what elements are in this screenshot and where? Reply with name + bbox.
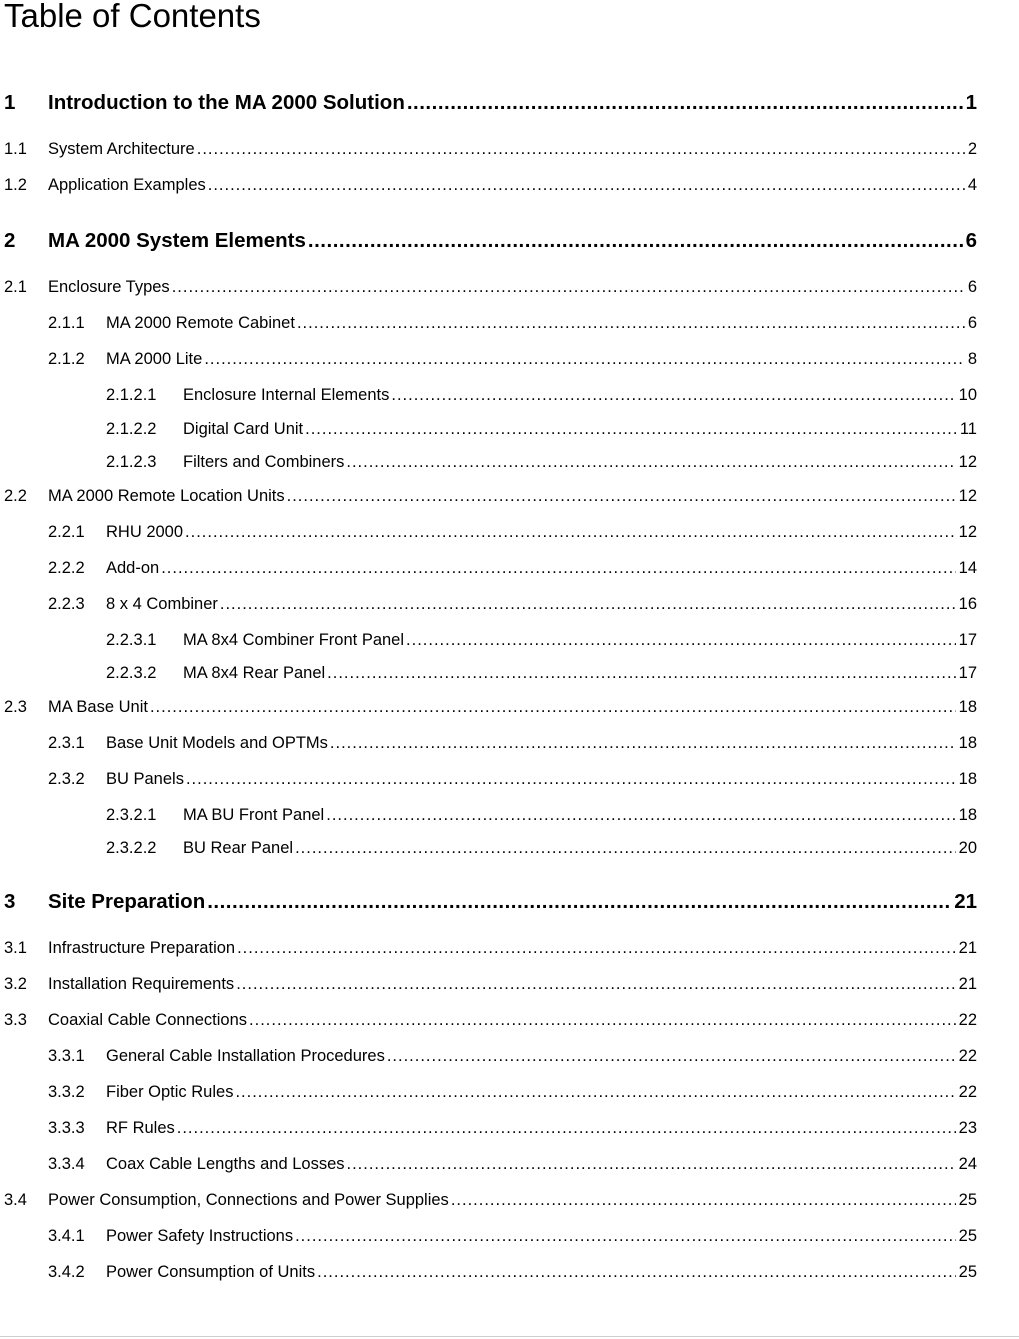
toc-entry-leader <box>207 890 952 914</box>
toc-entry-page: 6 <box>965 229 977 252</box>
toc-entry-page: 17 <box>958 631 977 649</box>
toc-entry-title: General Cable Installation Procedures <box>106 1047 385 1065</box>
toc-entry-leader <box>295 839 956 858</box>
toc-entry-number: 3.3 <box>4 1011 27 1029</box>
toc-entry-title: MA 2000 Lite <box>106 350 203 368</box>
toc-entry-leader <box>326 806 955 825</box>
toc-entry-number: 1 <box>4 91 16 114</box>
page-divider <box>0 1336 1019 1337</box>
toc-entry-page: 14 <box>958 559 977 577</box>
toc-entry-title: MA 2000 Remote Cabinet <box>106 314 295 332</box>
toc-entry-title: MA 2000 System Elements <box>48 229 306 252</box>
toc-entry-leader <box>327 664 955 683</box>
toc-entry-page: 20 <box>958 839 977 857</box>
toc-entry-leader <box>317 1263 956 1282</box>
toc-entry-level-3[interactable] <box>48 1083 977 1105</box>
toc-entry-level-2[interactable] <box>4 176 977 198</box>
toc-entry-level-3[interactable] <box>48 1119 977 1141</box>
toc-entry-level-3[interactable] <box>48 350 977 372</box>
toc-entry-number: 3 <box>4 890 16 913</box>
toc-entry-page: 1 <box>965 91 977 114</box>
toc-entry-level-4[interactable] <box>106 806 977 828</box>
toc-entry-title: Infrastructure Preparation <box>48 939 236 957</box>
toc-entry-page: 10 <box>958 386 977 404</box>
toc-entry-level-2[interactable] <box>4 278 977 300</box>
toc-entry-title: Installation Requirements <box>48 975 235 993</box>
toc-entry-number: 2.1.1 <box>48 314 85 332</box>
toc-entry-level-4[interactable] <box>106 839 977 861</box>
toc-entry-leader <box>150 698 956 717</box>
toc-entry-leader <box>237 939 956 958</box>
toc-entry-number: 2.2.3.2 <box>106 664 157 682</box>
toc-entry-number: 3.4.1 <box>48 1227 85 1245</box>
toc-entry-number: 3.3.3 <box>48 1119 85 1137</box>
toc-entry-level-2[interactable] <box>4 698 977 720</box>
toc-entry-page: 22 <box>958 1011 977 1029</box>
toc-entry-level-4[interactable] <box>106 631 977 653</box>
toc-entry-leader <box>308 229 964 253</box>
toc-entry-leader <box>235 1083 955 1102</box>
toc-entry-title: BU Rear Panel <box>183 839 294 857</box>
toc-entry-number: 2.2.1 <box>48 523 85 541</box>
toc-entry-level-2[interactable] <box>4 487 977 509</box>
toc-entry-level-3[interactable] <box>48 1047 977 1069</box>
toc-entry-number: 2.3.2 <box>48 770 85 788</box>
toc-entry-number: 2.3 <box>4 698 27 716</box>
toc-entry-number: 3.4 <box>4 1191 27 1209</box>
toc-entry-leader <box>249 1011 956 1030</box>
toc-entry-leader <box>185 523 956 542</box>
toc-entry-title: Power Safety Instructions <box>106 1227 294 1245</box>
toc-entry-leader <box>177 1119 956 1138</box>
toc-entry-leader <box>387 1047 956 1066</box>
toc-entry-leader <box>287 487 956 506</box>
toc-entry-title: Digital Card Unit <box>183 420 304 438</box>
toc-entry-page: 8 <box>967 350 977 368</box>
toc-entry-number: 2.1.2.2 <box>106 420 157 438</box>
toc-entry-number: 2.2.3.1 <box>106 631 157 649</box>
toc-entry-number: 3.3.2 <box>48 1083 85 1101</box>
toc-entry-title: Fiber Optic Rules <box>106 1083 234 1101</box>
toc-entry-page: 2 <box>967 140 977 158</box>
toc-entry-page: 6 <box>967 278 977 296</box>
toc-entry-leader <box>391 386 955 405</box>
toc-entry-leader <box>407 91 964 115</box>
toc-entry-title: MA BU Front Panel <box>183 806 325 824</box>
toc-entry-page: 23 <box>958 1119 977 1137</box>
toc-entry-page: 21 <box>958 939 977 957</box>
toc-entry-title: Enclosure Types <box>48 278 170 296</box>
toc-entry-page: 18 <box>958 806 977 824</box>
toc-entry-title: Power Consumption, Connections and Power Supplies <box>48 1191 449 1209</box>
toc-entry-level-2[interactable] <box>4 939 977 961</box>
toc-entry-page: 16 <box>958 595 977 613</box>
toc-entry-number: 3.3.1 <box>48 1047 85 1065</box>
toc-entry-number: 3.4.2 <box>48 1263 85 1281</box>
toc-entry-number: 2.1.2.3 <box>106 453 157 471</box>
toc-entry-page: 18 <box>958 698 977 716</box>
toc-entry-number: 2.1.2 <box>48 350 85 368</box>
toc-entry-title: Application Examples <box>48 176 206 194</box>
toc-entry-title: MA 8x4 Rear Panel <box>183 664 326 682</box>
toc-entry-page: 6 <box>967 314 977 332</box>
toc-entry-title: Base Unit Models and OPTMs <box>106 734 328 752</box>
toc-entry-title: RHU 2000 <box>106 523 184 541</box>
toc-entry-page: 25 <box>958 1191 977 1209</box>
toc-entry-leader <box>451 1191 956 1210</box>
toc-entry-page: 17 <box>958 664 977 682</box>
toc-entry-level-1[interactable] <box>4 91 977 119</box>
toc-entry-page: 25 <box>958 1227 977 1245</box>
toc-entry-level-3[interactable] <box>48 1263 977 1285</box>
toc-entry-level-1[interactable] <box>4 229 977 257</box>
toc-entry-title: MA 8x4 Combiner Front Panel <box>183 631 405 649</box>
toc-entry-page: 12 <box>958 523 977 541</box>
toc-entry-leader <box>346 453 955 472</box>
toc-entry-level-2[interactable] <box>4 1011 977 1033</box>
toc-entry-leader <box>347 1155 956 1174</box>
toc-entry-level-3[interactable] <box>48 523 977 545</box>
toc-entry-level-3[interactable] <box>48 314 977 336</box>
toc-entry-level-3[interactable] <box>48 1227 977 1249</box>
toc-entry-level-3[interactable] <box>48 734 977 756</box>
toc-entry-page: 12 <box>958 487 977 505</box>
toc-entry-number: 1.2 <box>4 176 27 194</box>
toc-entry-title: MA Base Unit <box>48 698 148 716</box>
toc-entry-page: 18 <box>958 734 977 752</box>
toc-entry-page: 21 <box>958 975 977 993</box>
toc-entry-level-3[interactable] <box>48 1155 977 1177</box>
toc-entry-level-2[interactable] <box>4 140 977 162</box>
toc-entry-number: 2.3.2.2 <box>106 839 157 857</box>
toc-entry-leader <box>208 176 965 195</box>
toc-entry-level-4[interactable] <box>106 453 977 475</box>
toc-entry-leader <box>330 734 956 753</box>
toc-entry-title: Enclosure Internal Elements <box>183 386 390 404</box>
toc-entry-number: 2.2.2 <box>48 559 85 577</box>
toc-entry-leader <box>186 770 956 789</box>
toc-entry-page: 21 <box>954 890 977 913</box>
page-title: Table of Contents <box>4 0 261 34</box>
toc-entry-number: 3.1 <box>4 939 27 957</box>
toc-entry-page: 4 <box>967 176 977 194</box>
toc-entry-number: 2.3.2.1 <box>106 806 157 824</box>
toc-entry-number: 2.2.3 <box>48 595 85 613</box>
toc-entry-title: System Architecture <box>48 140 195 158</box>
toc-entry-level-2[interactable] <box>4 1191 977 1213</box>
toc-entry-title: Site Preparation <box>48 890 206 913</box>
toc-entry-title: RF Rules <box>106 1119 175 1137</box>
toc-entry-title: Add-on <box>106 559 160 577</box>
toc-entry-title: Introduction to the MA 2000 Solution <box>48 91 405 114</box>
toc-entry-level-4[interactable] <box>106 420 977 442</box>
toc-entry-leader <box>406 631 956 650</box>
toc-entry-title: Coaxial Cable Connections <box>48 1011 248 1029</box>
toc-entry-level-4[interactable] <box>106 664 977 686</box>
toc-entry-level-2[interactable] <box>4 975 977 997</box>
toc-entry-number: 3.3.4 <box>48 1155 85 1173</box>
toc-entry-page: 18 <box>958 770 977 788</box>
toc-entry-level-3[interactable] <box>48 770 977 792</box>
toc-entry-number: 2 <box>4 229 16 252</box>
toc-entry-level-1[interactable] <box>4 890 977 918</box>
toc-entry-leader <box>305 420 957 439</box>
toc-entry-leader <box>197 140 965 159</box>
toc-entry-title: 8 x 4 Combiner <box>106 595 218 613</box>
toc-entry-number: 1.1 <box>4 140 27 158</box>
toc-entry-leader <box>295 1227 956 1246</box>
toc-entry-title: BU Panels <box>106 770 184 788</box>
toc-entry-leader <box>161 559 955 578</box>
toc-entry-leader <box>172 278 965 297</box>
toc-entry-title: MA 2000 Remote Location Units <box>48 487 285 505</box>
toc-entry-page: 11 <box>959 420 977 438</box>
toc-entry-number: 3.2 <box>4 975 27 993</box>
toc-entry-number: 2.2 <box>4 487 27 505</box>
toc-entry-title: Filters and Combiners <box>183 453 345 471</box>
toc-entry-title: Power Consumption of Units <box>106 1263 316 1281</box>
toc-entry-page: 12 <box>958 453 977 471</box>
toc-entry-page: 22 <box>958 1083 977 1101</box>
toc-entry-leader <box>236 975 955 994</box>
toc-entry-leader <box>297 314 965 333</box>
toc-entry-level-4[interactable] <box>106 386 977 408</box>
toc-entry-number: 2.1.2.1 <box>106 386 157 404</box>
toc-entry-leader <box>204 350 964 369</box>
toc-entry-page: 22 <box>958 1047 977 1065</box>
toc-entry-level-3[interactable] <box>48 559 977 581</box>
toc-entry-number: 2.1 <box>4 278 27 296</box>
toc-entry-title: Coax Cable Lengths and Losses <box>106 1155 345 1173</box>
toc-entry-leader <box>220 595 956 614</box>
toc-entry-page: 25 <box>958 1263 977 1281</box>
toc-entry-level-3[interactable] <box>48 595 977 617</box>
toc-entry-number: 2.3.1 <box>48 734 85 752</box>
toc-entry-page: 24 <box>958 1155 977 1173</box>
